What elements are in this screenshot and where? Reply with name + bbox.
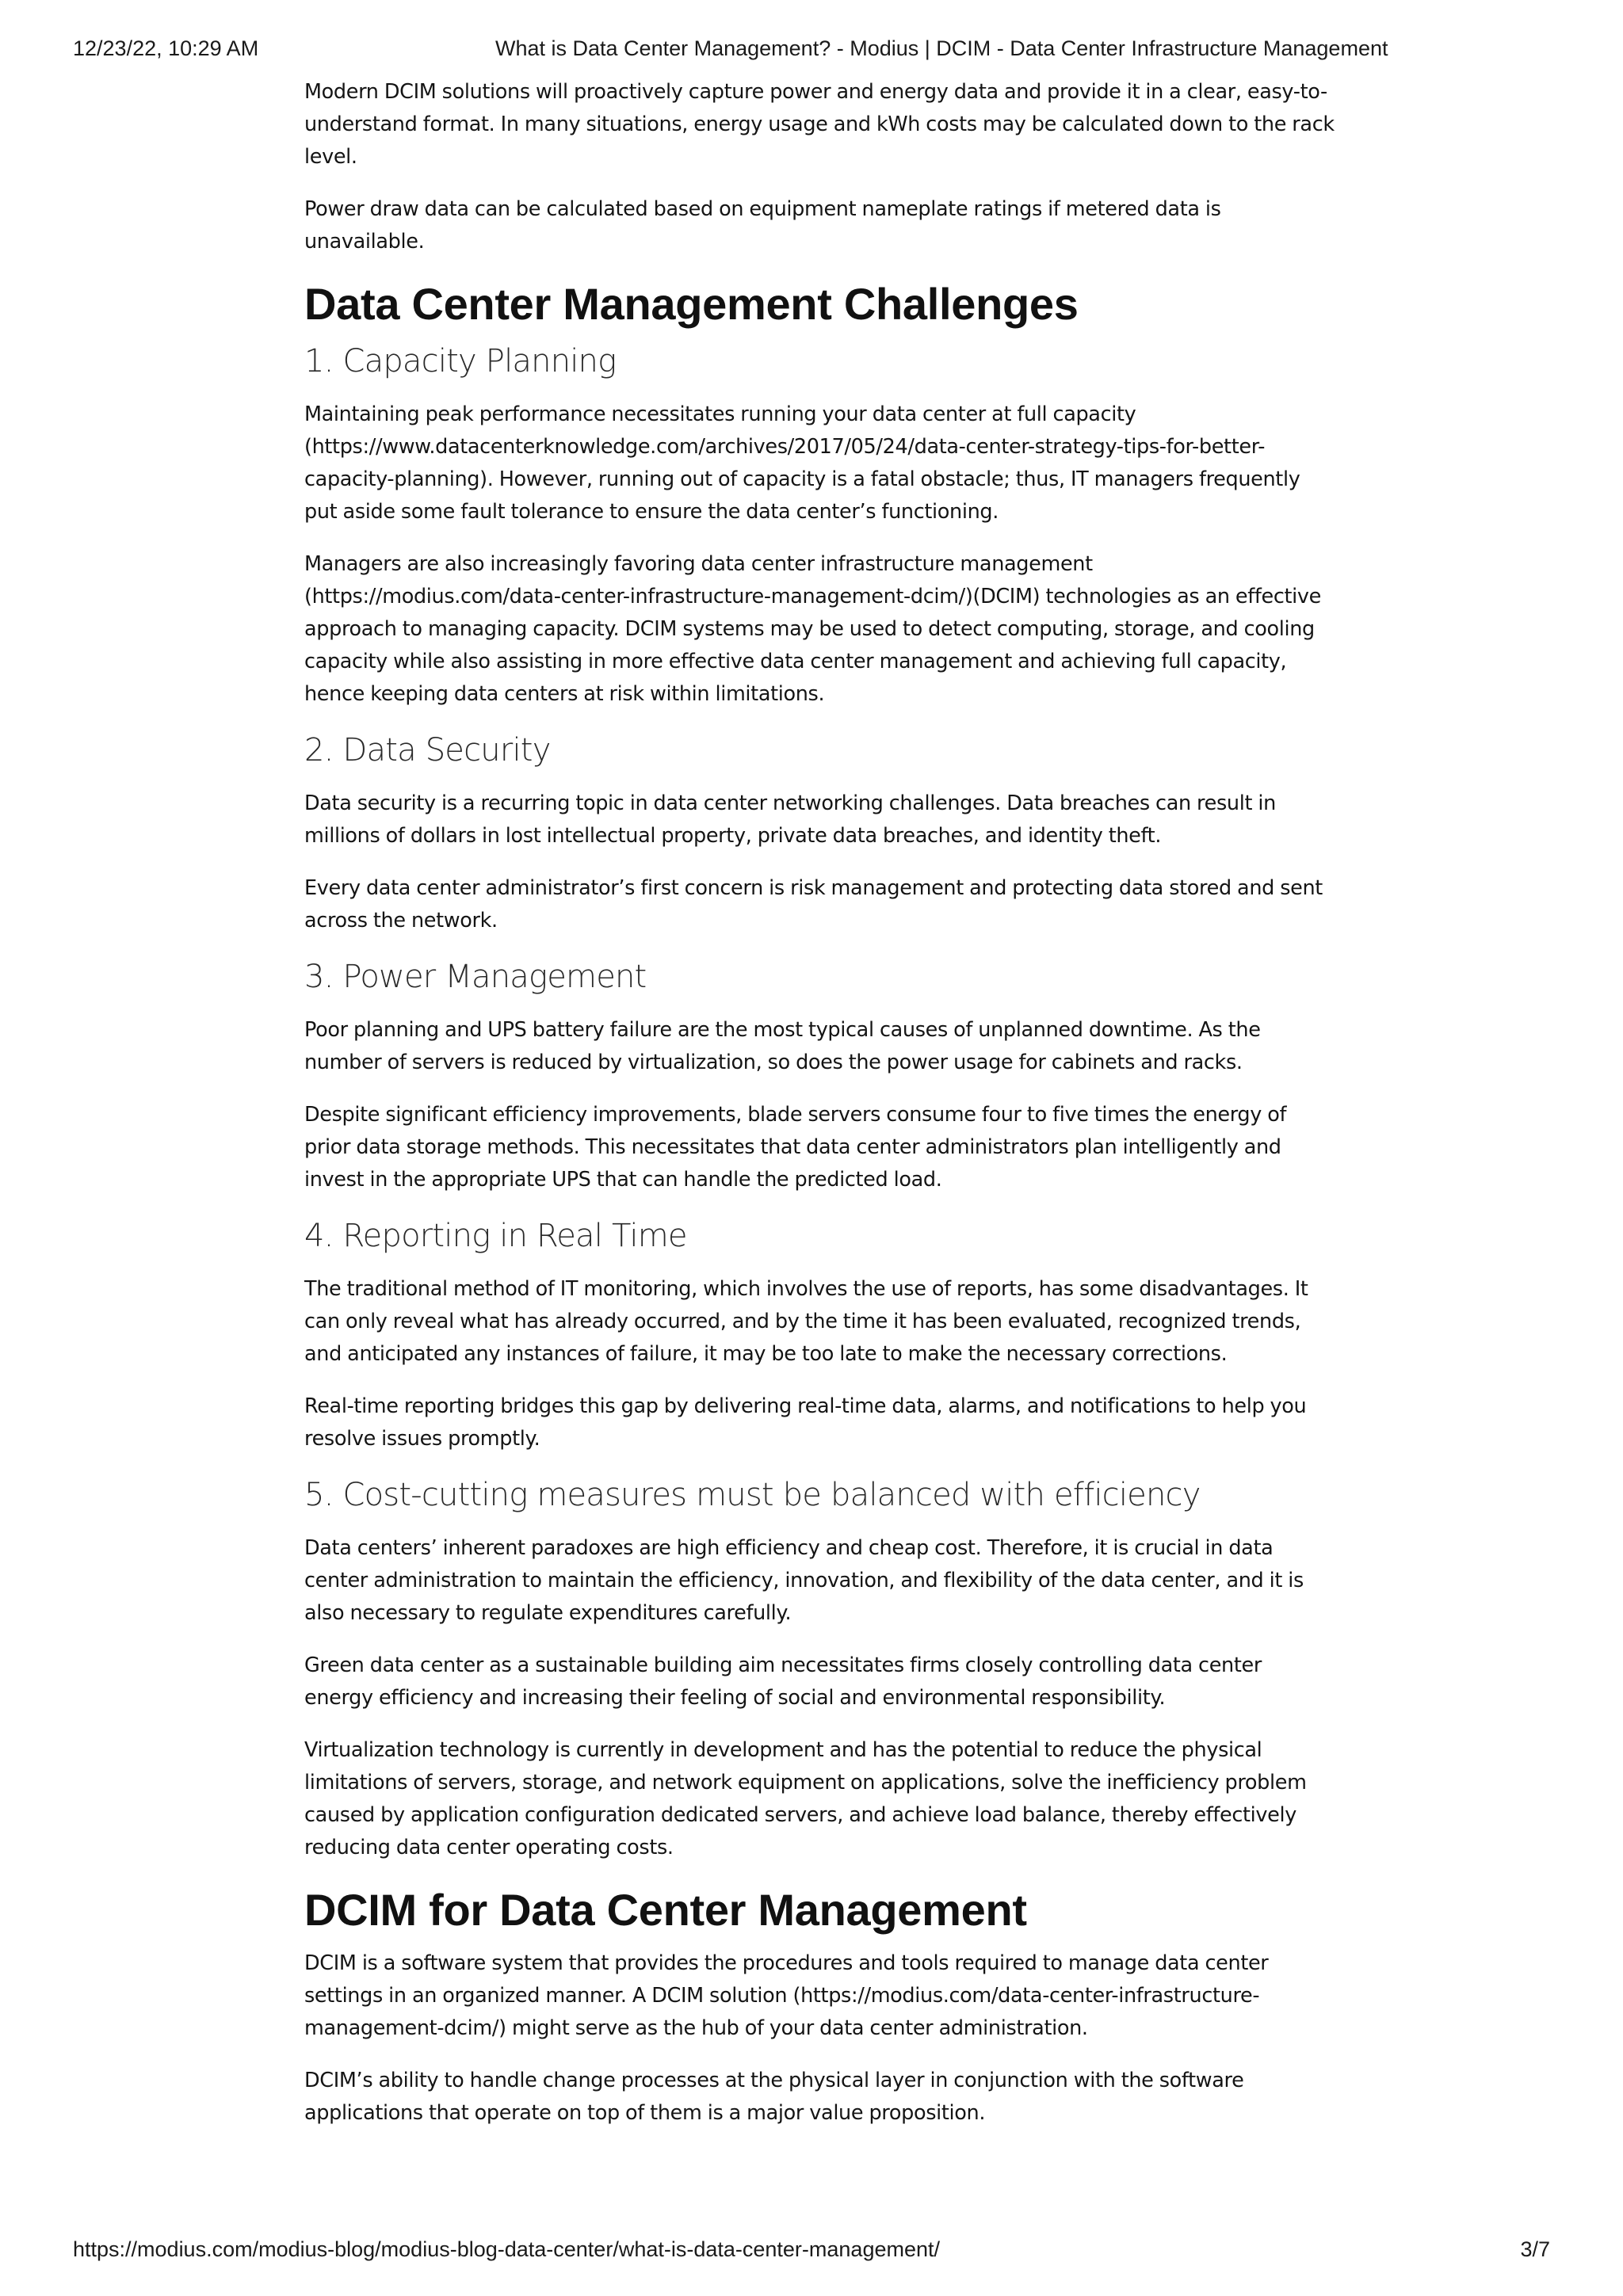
cost-efficiency-paragraph-3: Virtualization technology is currently in development and has the potential to reduce the physical limitations of servers, storage, and network equipment on applications, solve the inefficiency problem caused by application configuration dedicated servers, and achieve load balance, thereby effectively reducing data center operating costs. xyxy=(304,1738,1307,1859)
real-time-reporting-paragraph-1: The traditional method of IT monitoring, which involves the use of reports, has some disadvantages. It can only reveal what has already occurred, and by the time it has been evaluated, recognized trends, and anticipated any instances of failure, it may be too late to make the necessary corrections. xyxy=(304,1277,1308,1366)
page-number: 3/7 xyxy=(1520,2237,1550,2261)
capacity-planning-paragraph-1: Maintaining peak performance necessitates running your data center at full capacity (https://www.datacenterknowledge.com/archives/2017/05/24/data-center-strategy-tips-for-better-capacity-planning). However, running out of capacity is a fatal obstacle; thus, IT managers frequently put aside some fault tolerance to ensure the data center’s functioning. xyxy=(304,402,1300,524)
cost-efficiency-heading: 5. Cost-cutting measures must be balanced with efficiency xyxy=(304,1477,1201,1513)
power-management-paragraph-1: Poor planning and UPS battery failure are the most typical causes of unplanned downtime. As the number of servers is reduced by virtualization, so does the power usage for cabinets and racks. xyxy=(304,1018,1261,1074)
cost-efficiency-paragraph-1: Data centers’ inherent paradoxes are high efficiency and cheap cost. Therefore, it is crucial in data center administration to maintain the efficiency, innovation, and flexibility of the data center, and it is also necessary to regulate expenditures carefully. xyxy=(304,1536,1304,1625)
challenges-heading: Data Center Management Challenges xyxy=(304,279,1079,329)
dcim-paragraph-2: DCIM’s ability to handle change processes at the physical layer in conjunction with the software applications that operate on top of them is a major value proposition. xyxy=(304,2069,1244,2125)
data-security-heading: 2. Data Security xyxy=(304,732,551,769)
print-page-title: What is Data Center Management? - Modius | DCIM - Data Center Infrastructure Management xyxy=(495,36,1388,60)
capacity-planning-heading: 1. Capacity Planning xyxy=(304,343,617,379)
power-management-heading: 3. Power Management xyxy=(304,959,647,995)
print-url: https://modius.com/modius-blog/modius-blog-data-center/what-is-data-center-management/ xyxy=(73,2237,941,2261)
article-body xyxy=(304,76,1335,2149)
capacity-planning-paragraph-2: Managers are also increasingly favoring data center infrastructure management (https://modius.com/data-center-infrastructure-management-dcim/)(DCIM) technologies as an effective approach to managing capacity. DCIM systems may be used to detect computing, storage, and cooling capacity while also assisting in more effective data center management and achieving full capacity, hence keeping data centers at risk within limitations. xyxy=(304,552,1321,706)
intro-paragraph-2: Power draw data can be calculated based on equipment nameplate ratings if metered data is unavailable. xyxy=(304,197,1221,254)
dcim-paragraph-1: DCIM is a software system that provides the procedures and tools required to manage data center settings in an organized manner. A DCIM solution (https://modius.com/data-center-infrastructure-management-dcim/) might serve as the hub of your data center administration. xyxy=(304,1951,1269,2040)
real-time-reporting-paragraph-2: Real-time reporting bridges this gap by delivering real-time data, alarms, and notifications to help you resolve issues promptly. xyxy=(304,1394,1307,1451)
real-time-reporting-heading: 4. Reporting in Real Time xyxy=(304,1218,687,1254)
dcim-heading: DCIM for Data Center Management xyxy=(304,1885,1027,1935)
data-security-paragraph-2: Every data center administrator’s first concern is risk management and protecting data stored and sent across the network. xyxy=(304,876,1323,933)
data-security-paragraph-1: Data security is a recurring topic in data center networking challenges. Data breaches can result in millions of dollars in lost intellectual property, private data breaches, and identity theft. xyxy=(304,791,1276,848)
cost-efficiency-paragraph-2: Green data center as a sustainable building aim necessitates firms closely controlling data center energy efficiency and increasing their feeling of social and environmental responsibility. xyxy=(304,1653,1262,1710)
print-header xyxy=(73,36,1550,68)
intro-paragraph-1: Modern DCIM solutions will proactively capture power and energy data and provide it in a clear, easy-to-understand format. In many situations, energy usage and kWh costs may be calculated down to the rack level. xyxy=(304,80,1335,169)
power-management-paragraph-2: Despite significant efficiency improvements, blade servers consume four to five times the energy of prior data storage methods. This necessitates that data center administrators plan intelligently and invest in the appropriate UPS that can handle the predicted load. xyxy=(304,1103,1287,1192)
print-date: 12/23/22, 10:29 AM xyxy=(73,36,259,60)
print-footer xyxy=(73,2237,1550,2269)
